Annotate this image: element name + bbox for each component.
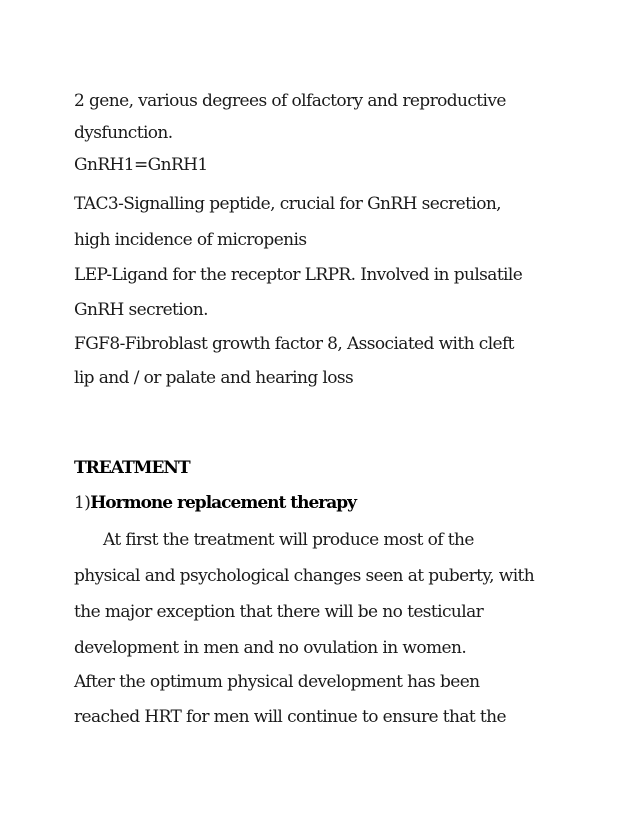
section-heading: TREATMENT (74, 458, 190, 478)
subsection-heading (74, 491, 356, 515)
paragraph-line: At first the treatment will produce most of the (103, 530, 474, 550)
paragraph-line: development in men and no ovulation in women. (74, 638, 467, 658)
text-line: FGF8-Fibroblast growth factor 8, Associated with cleft (74, 334, 514, 354)
paragraph-line: the major exception that there will be no testicular (74, 602, 484, 622)
text-line: high incidence of micropenis (74, 230, 307, 250)
text-line: GnRH1=GnRH1 (74, 155, 208, 175)
text-line: LEP-Ligand for the receptor LRPR. Involved in pulsatile (74, 265, 523, 285)
paragraph-line: physical and psychological changes seen at puberty, with (74, 566, 535, 586)
text-line: dysfunction. (74, 123, 173, 143)
subsection-number: 1) (74, 493, 91, 513)
text-line: 2 gene, various degrees of olfactory and reproductive (74, 91, 506, 111)
text-line: GnRH secretion. (74, 300, 208, 320)
text-line: lip and / or palate and hearing loss (74, 368, 354, 388)
text-line: TAC3-Signalling peptide, crucial for GnRH secretion, (74, 194, 501, 214)
paragraph-line: reached HRT for men will continue to ensure that the (74, 707, 506, 727)
paragraph-line: After the optimum physical development has been (74, 672, 480, 692)
subsection-title: Hormone replacement therapy (90, 493, 357, 513)
